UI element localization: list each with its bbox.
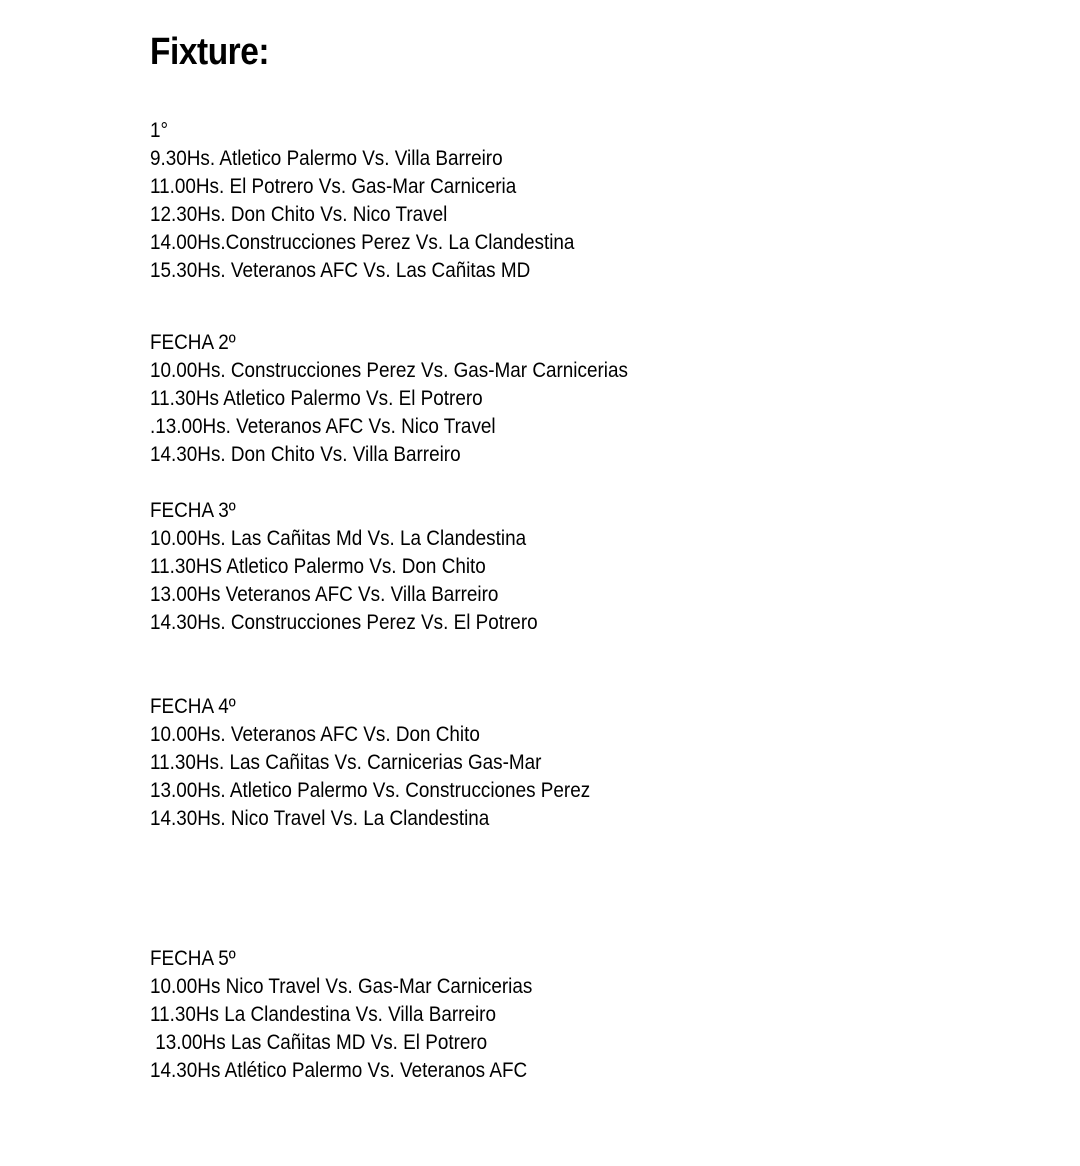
match-line: 12.30Hs. Don Chito Vs. Nico Travel bbox=[150, 203, 448, 226]
match-line: 14.30Hs Atlético Palermo Vs. Veteranos AFC bbox=[150, 1059, 528, 1082]
match-line: 15.30Hs. Veteranos AFC Vs. Las Cañitas MD bbox=[150, 259, 531, 282]
match-line: 9.30Hs. Atletico Palermo Vs. Villa Barreiro bbox=[150, 147, 503, 170]
fixture-round-3 bbox=[150, 497, 581, 637]
fixture-round-1 bbox=[150, 117, 622, 285]
match-line: 14.30Hs. Construcciones Perez Vs. El Potrero bbox=[150, 611, 538, 634]
match-line: 13.00Hs Las Cañitas MD Vs. El Potrero bbox=[150, 1031, 488, 1054]
match-line: 10.00Hs. Construcciones Perez Vs. Gas-Mar Carnicerias bbox=[150, 359, 628, 382]
match-line: 11.30Hs. Las Cañitas Vs. Carnicerias Gas-Mar bbox=[150, 751, 542, 774]
match-line: 11.30Hs La Clandestina Vs. Villa Barreiro bbox=[150, 1003, 496, 1026]
match-line: 10.00Hs Nico Travel Vs. Gas-Mar Carnicerias bbox=[150, 975, 533, 998]
match-line: 11.30Hs Atletico Palermo Vs. El Potrero bbox=[150, 387, 483, 410]
match-line: 13.00Hs Veteranos AFC Vs. Villa Barreiro bbox=[150, 583, 499, 606]
match-line: 13.00Hs. Atletico Palermo Vs. Construcciones Perez bbox=[150, 779, 591, 802]
match-line: 14.00Hs.Construcciones Perez Vs. La Clandestina bbox=[150, 231, 575, 254]
fixture-round-5 bbox=[150, 945, 575, 1085]
fixture-round-4 bbox=[150, 693, 639, 833]
page-title: Fixture: bbox=[150, 31, 270, 73]
match-line: 11.00Hs. El Potrero Vs. Gas-Mar Carniceria bbox=[150, 175, 517, 198]
match-line: .13.00Hs. Veteranos AFC Vs. Nico Travel bbox=[150, 415, 496, 438]
match-line: 14.30Hs. Nico Travel Vs. La Clandestina bbox=[150, 807, 490, 830]
round-heading: FECHA 4º bbox=[150, 695, 236, 718]
round-heading: FECHA 5º bbox=[150, 947, 236, 970]
match-line: 11.30HS Atletico Palermo Vs. Don Chito bbox=[150, 555, 486, 578]
match-line: 10.00Hs. Las Cañitas Md Vs. La Clandestina bbox=[150, 527, 527, 550]
round-heading: FECHA 2º bbox=[150, 331, 236, 354]
round-heading: FECHA 3º bbox=[150, 499, 236, 522]
match-line: 14.30Hs. Don Chito Vs. Villa Barreiro bbox=[150, 443, 461, 466]
match-line: 10.00Hs. Veteranos AFC Vs. Don Chito bbox=[150, 723, 480, 746]
fixture-round-2 bbox=[150, 329, 681, 469]
round-heading: 1° bbox=[150, 119, 169, 142]
